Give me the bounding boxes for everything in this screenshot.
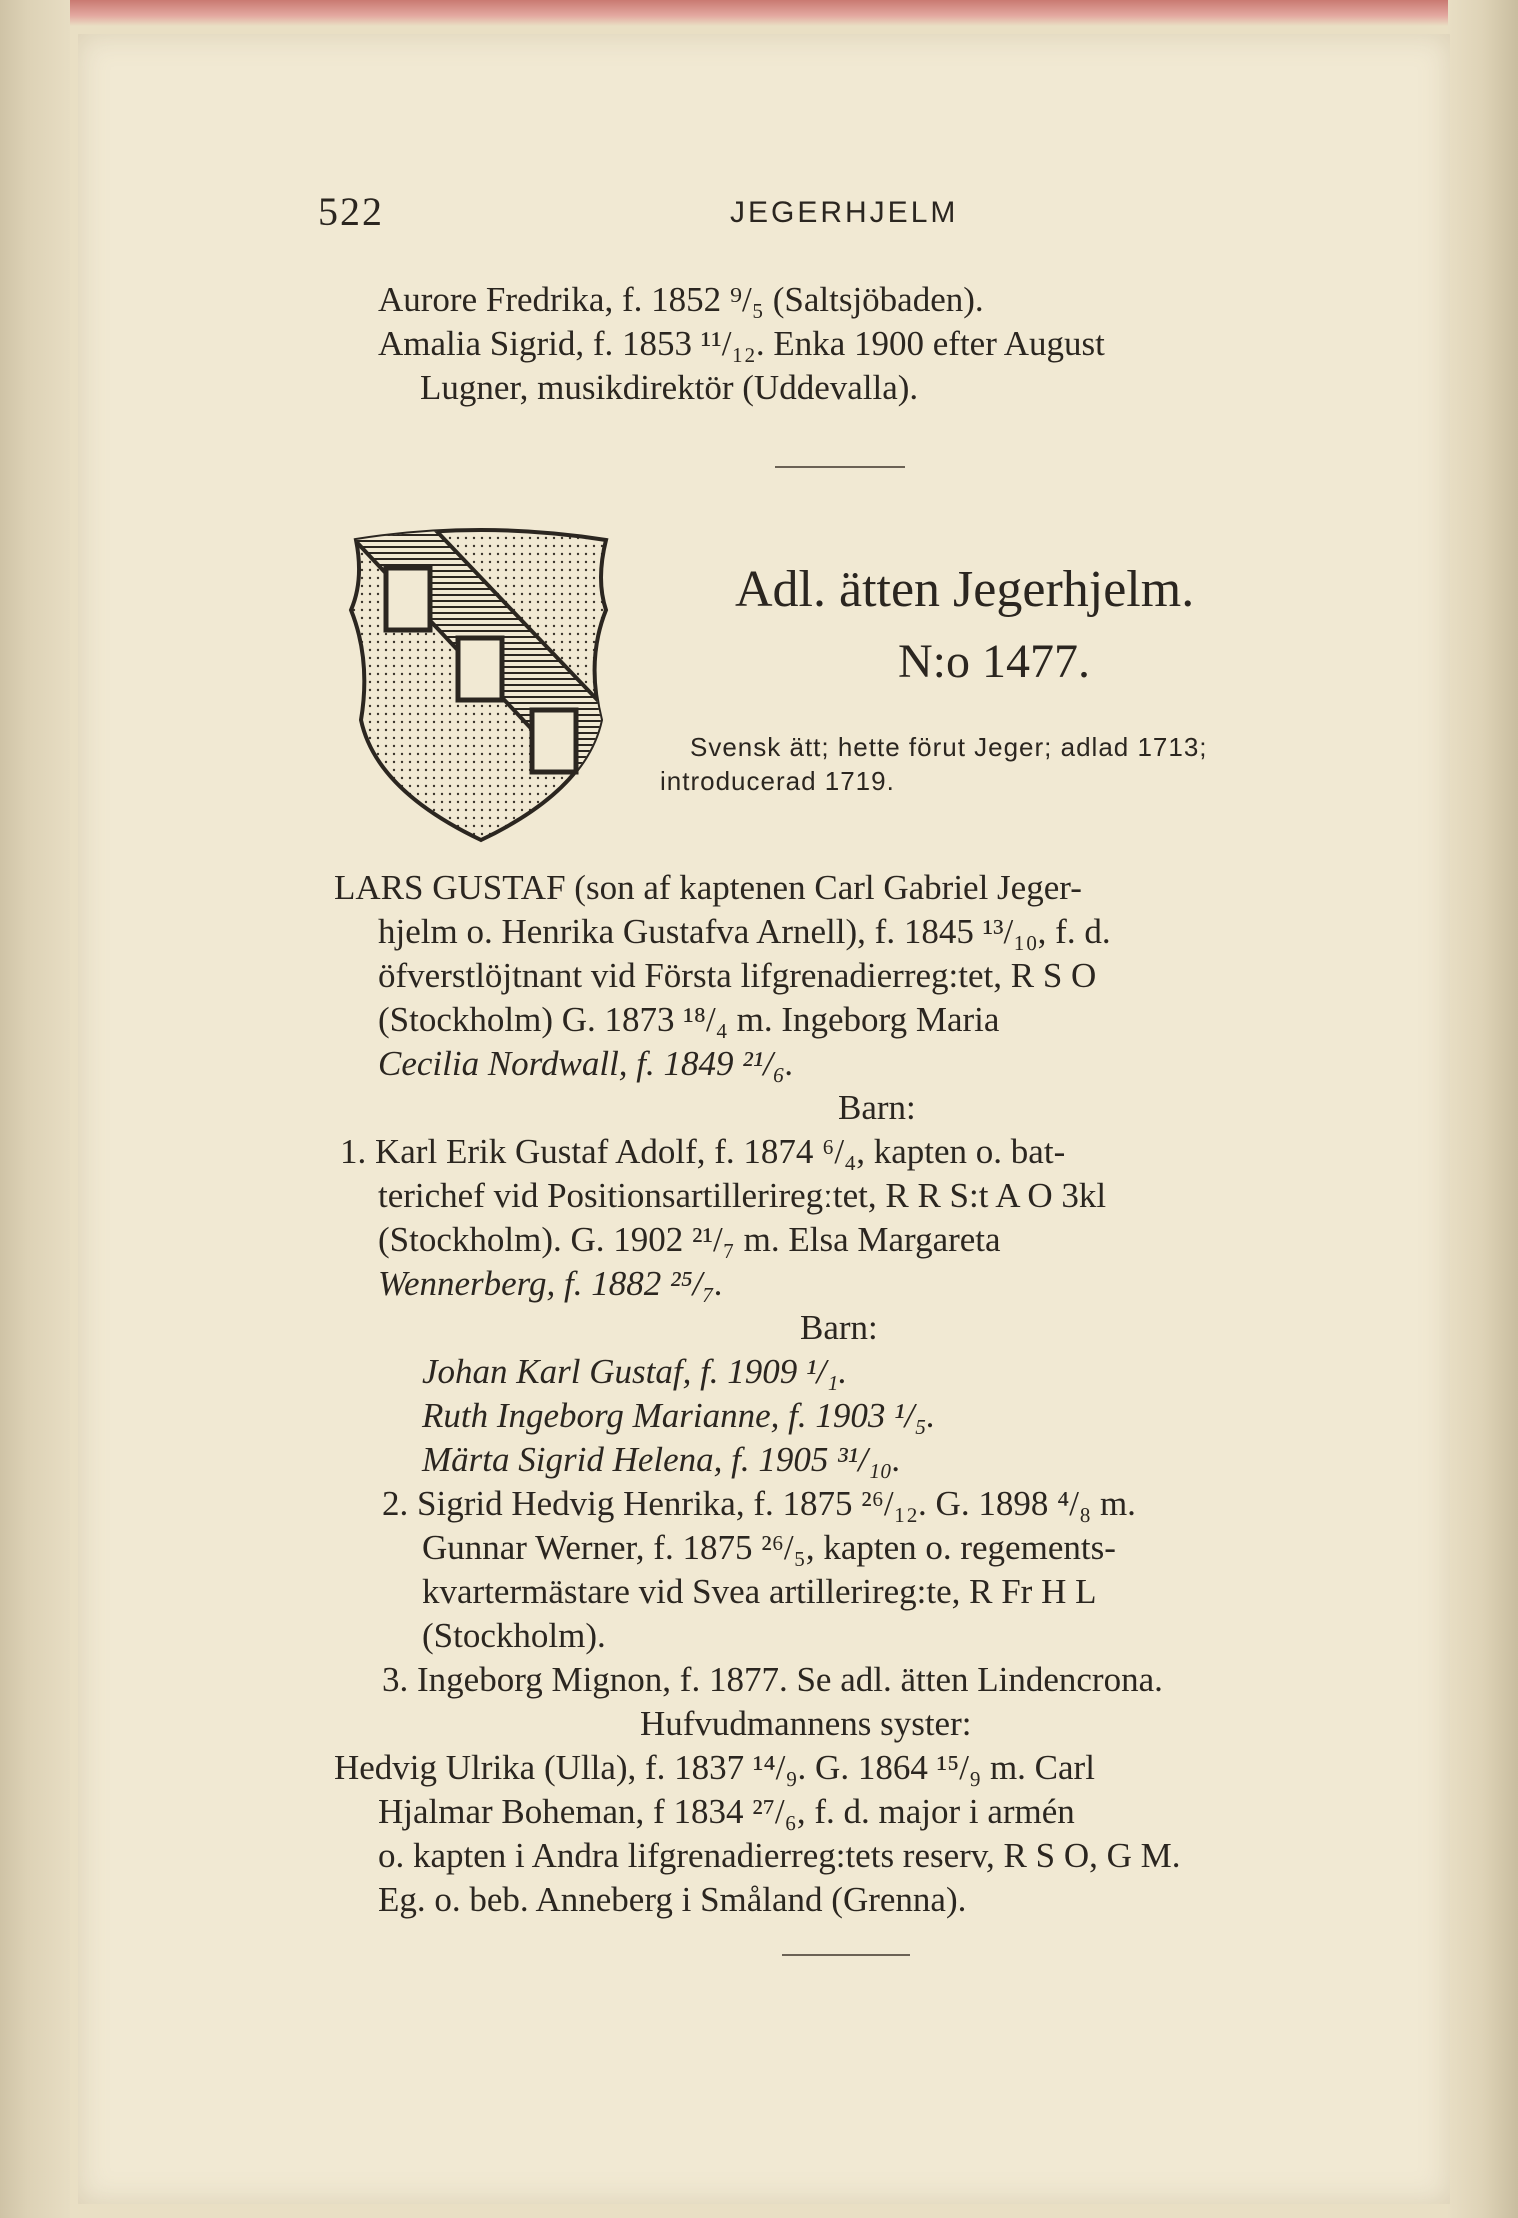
text-line: Eg. o. beb. Anneberg i Småland (Grenna). [378, 1880, 967, 1919]
sister-heading: Hufvudmannens syster: [640, 1704, 972, 1743]
page-top-edge [0, 0, 1518, 26]
page-number: 522 [318, 189, 384, 234]
text-line: Lugner, musikdirektör (Uddevalla). [420, 368, 919, 407]
text-line: Märta Sigrid Helena, f. 1905 ³¹/₁₀. [422, 1440, 901, 1479]
text-line: Gunnar Werner, f. 1875 ²⁶/₅, kapten o. regements- [422, 1528, 1116, 1567]
text-line: hjelm o. Henrika Gustafva Arnell), f. 1845 ¹³/₁₀, f. d. [378, 912, 1111, 951]
text-line: öfverstlöjtnant vid Första lifgrenadierreg:tet, R S O [378, 956, 1097, 995]
text-line: Johan Karl Gustaf, f. 1909 ¹/₁. [422, 1352, 848, 1391]
text-line: Amalia Sigrid, f. 1853 ¹¹/₁₂. Enka 1900 efter August [378, 324, 1105, 363]
separator-rule [775, 466, 905, 468]
text-line: terichef vid Positionsartilleriregːtet, R R S:t A O 3kl [378, 1176, 1107, 1215]
text-line: LARS GUSTAF (son af kaptenen Carl Gabriel Jeger- [334, 868, 1082, 907]
text-line: 3. Ingeborg Mignon, f. 1877. Se adl. ätten Lindencrona. [382, 1660, 1163, 1699]
text-line: o. kapten i Andra lifgrenadierreg:tets reserv, R S O, G M. [378, 1836, 1181, 1875]
children-heading: Barn: [838, 1088, 916, 1127]
family-heading: Adl. ätten Jegerhjelm. [735, 561, 1195, 618]
text-line: (Stockholm). G. 1902 ²¹/₇ m. Elsa Margareta [378, 1220, 1001, 1259]
text-line: Hjalmar Boheman, f 1834 ²⁷/₆, f. d. major i armén [378, 1792, 1075, 1831]
text-line: Ruth Ingeborg Marianne, f. 1903 ¹/₅. [422, 1396, 936, 1435]
book-right-edge [1448, 0, 1518, 2218]
running-title: JEGERHJELM [730, 196, 959, 229]
book-left-edge [0, 0, 70, 2218]
family-note-1: Svensk ätt; hette förut Jeger; adlad 1713; [690, 732, 1208, 762]
text-line: (Stockholm). [422, 1616, 606, 1655]
text-line: kvartermästare vid Svea artillerireg:te, R Fr H L [422, 1572, 1097, 1611]
children-heading: Barn: [800, 1308, 878, 1347]
coat-of-arms-icon [336, 520, 626, 850]
text-line: Wennerberg, f. 1882 ²⁵/₇. [378, 1264, 724, 1303]
family-note-2: introducerad 1719. [660, 766, 895, 796]
family-number: N:o 1477. [898, 635, 1090, 688]
text-line: Cecilia Nordwall, f. 1849 ²¹/₆. [378, 1044, 794, 1083]
text-line: Hedvig Ulrika (Ulla), f. 1837 ¹⁴/₉. G. 1864 ¹⁵/₉ m. Carl [334, 1748, 1095, 1787]
text-line: 1. Karl Erik Gustaf Adolf, f. 1874 ⁶/₄, kapten o. bat- [340, 1132, 1066, 1171]
text-line: 2. Sigrid Hedvig Henrika, f. 1875 ²⁶/₁₂. G. 1898 ⁴/₈ m. [382, 1484, 1136, 1523]
separator-rule [782, 1954, 910, 1956]
text-line: Aurore Fredrika, f. 1852 ⁹/₅ (Saltsjöbaden). [378, 280, 984, 319]
text-line: (Stockholm) G. 1873 ¹⁸/₄ m. Ingeborg Maria [378, 1000, 1000, 1039]
